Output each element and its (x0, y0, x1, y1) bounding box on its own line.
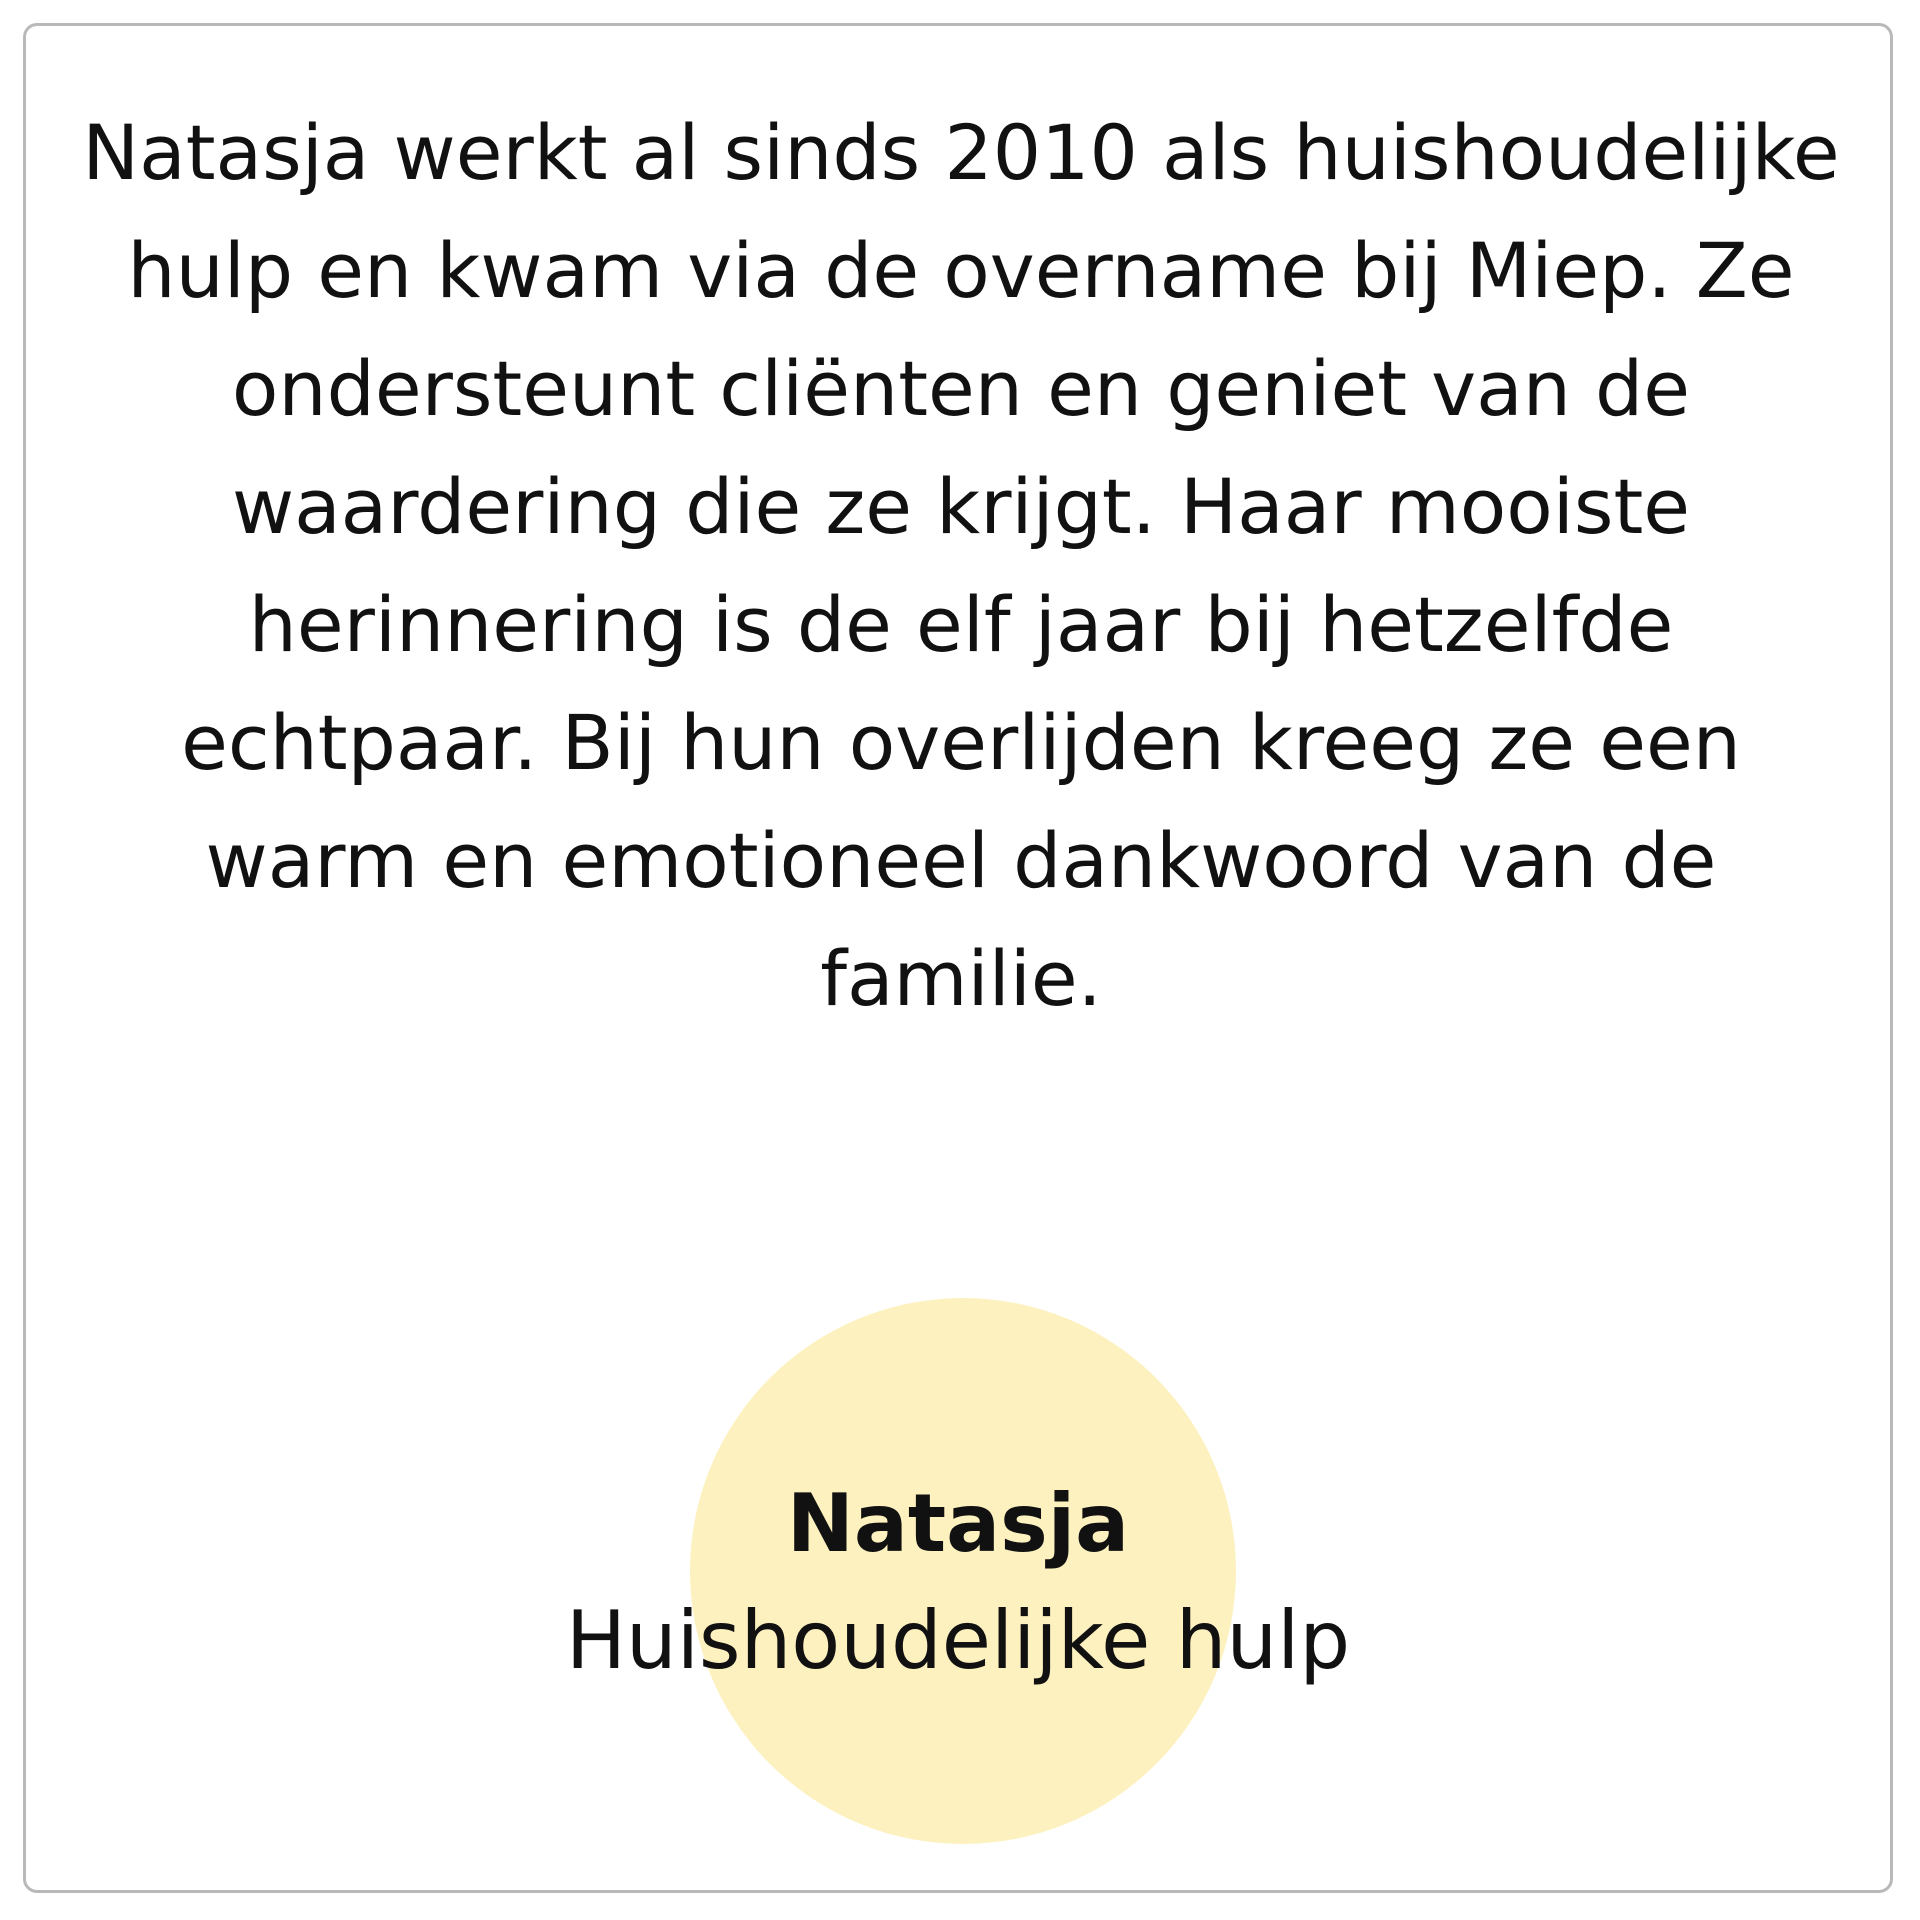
testimonial-card (23, 23, 1893, 1893)
person-name: Natasja (786, 1477, 1130, 1570)
testimonial-quote: Natasja werkt al sinds 2010 als huishoudelijke hulp en kwam via de overname bij Miep. Ze ondersteunt cliënten en geniet van de waardering die ze krijgt. Haar mooiste herinnering is de elf jaar bij hetzelfde echtpaar. Bij hun overlijden kreeg ze een warm en emotioneel dankwoord van de familie. (82, 108, 1840, 1023)
person-role: Huishoudelijke hulp (565, 1594, 1351, 1687)
